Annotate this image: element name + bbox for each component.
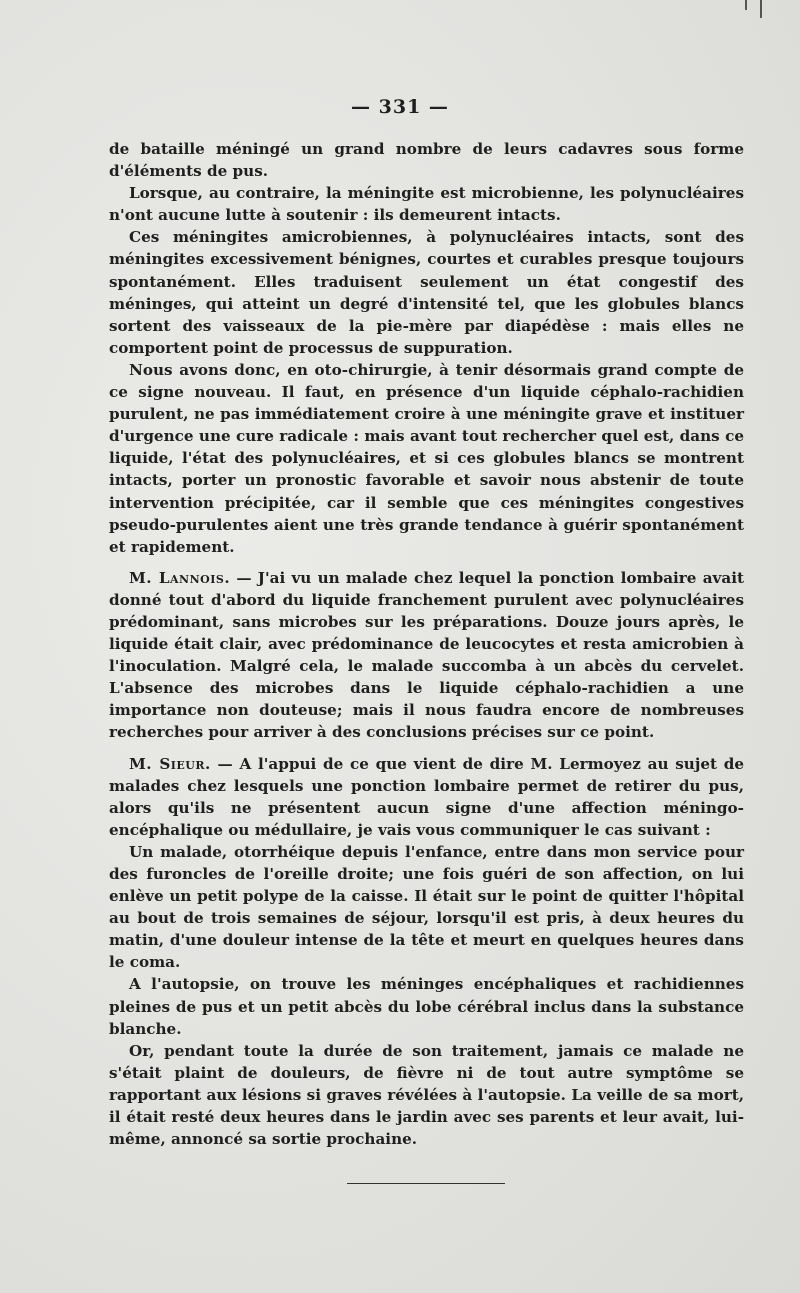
speaker-text: — A l'appui de ce que vient de dire M. Lermoyez au sujet de malades chez lesquels une ponction lombaire permet de retirer du pus, alors qu'ils ne présentent aucun signe d'une affection méningo-encéphalique ou médullaire, je vais vous communiquer le cas suivant : [109, 754, 744, 839]
paragraph: Ces méningites amicrobiennes, à polynucléaires intacts, sont des méningites excessivement bénignes, courtes et curables presque toujours spontanément. Elles traduisent seulement un état congestif des méninges, qui atteint un degré d'intensité tel, que les globules blancs sortent des vaisseaux de la pie-mère par diapédèse : mais elles ne comportent point de processus de suppuration. [109, 228, 744, 357]
section-divider [347, 1183, 505, 1184]
scan-edge-mark [745, 0, 747, 10]
paragraph: Nous avons donc, en oto-chirurgie, à tenir désormais grand compte de ce signe nouveau. Il faut, en présence d'un liquide céphalo-rachidien purulent, ne pas immédiatement croire à une méningite grave et instituer d'urgence une cure radicale : mais avant tout rechercher quel est, dans ce liquide, l'état des polynucléaires, et si ces globules blancs se montrent intacts, porter un pronostic favorable et savoir nous abstenir de toute intervention précipitée, car il semble que ces méningites congestives pseudo-purulentes aient une très grande tendance à guérir spontanément et rapidement. [109, 360, 744, 556]
page-number: — 331 — [351, 96, 449, 118]
paragraph-lannois [109, 567, 744, 744]
paragraph-sieur [109, 753, 744, 841]
paragraph: A l'autopsie, on trouve les méninges encéphaliques et rachidiennes pleines de pus et un petit abcès du lobe cérébral inclus dans la substance blanche. [109, 975, 744, 1038]
paragraph: Lorsque, au contraire, la méningite est microbienne, les polynucléaires n'ont aucune lutte à soutenir : ils demeurent intacts. [109, 184, 744, 225]
body-text [109, 138, 744, 1150]
scan-edge-mark [760, 0, 762, 18]
speaker-name: M. Lannois. [129, 568, 231, 587]
paragraph: Un malade, otorrhéique depuis l'enfance, entre dans mon service pour des furoncles de l'oreille droite; une fois guéri de son affection, on lui enlève un petit polype de la caisse. Il était sur le point de quitter l'hôpital au bout de trois semaines de séjour, lorsqu'il est pris, à deux heures du matin, d'une douleur intense de la tête et meurt en quelques heures dans le coma. [109, 842, 744, 972]
paragraph: Or, pendant toute la durée de son traitement, jamais ce malade ne s'était plaint de douleurs, de fièvre ni de tout autre symptôme se rapportant aux lésions si graves révélées à l'autopsie. La veille de sa mort, il était resté deux heures dans le jardin avec ses parents et leur avait, lui-même, annoncé sa sortie prochaine. [109, 1041, 744, 1149]
paragraph: de bataille méningé un grand nombre de leurs cadavres sous forme d'éléments de pus. [109, 140, 744, 181]
speaker-name: M. Sieur. [129, 754, 211, 773]
speaker-text: — J'ai vu un malade chez lequel la ponction lombaire avait donné tout d'abord du liquide franchement purulent avec polynucléaires prédominant, sans microbes sur les préparations. Douze jours après, le liquide était clair, avec prédominance de leucocytes et resta amicrobien à l'inoculation. Malgré cela, le malade succomba à un abcès du cervelet. L'absence des microbes dans le liquide céphalo-rachidien a une importance non douteuse; mais il nous faudra encore de nombreuses recherches pour arriver à des conclusions précises sur ce point. [109, 568, 744, 742]
